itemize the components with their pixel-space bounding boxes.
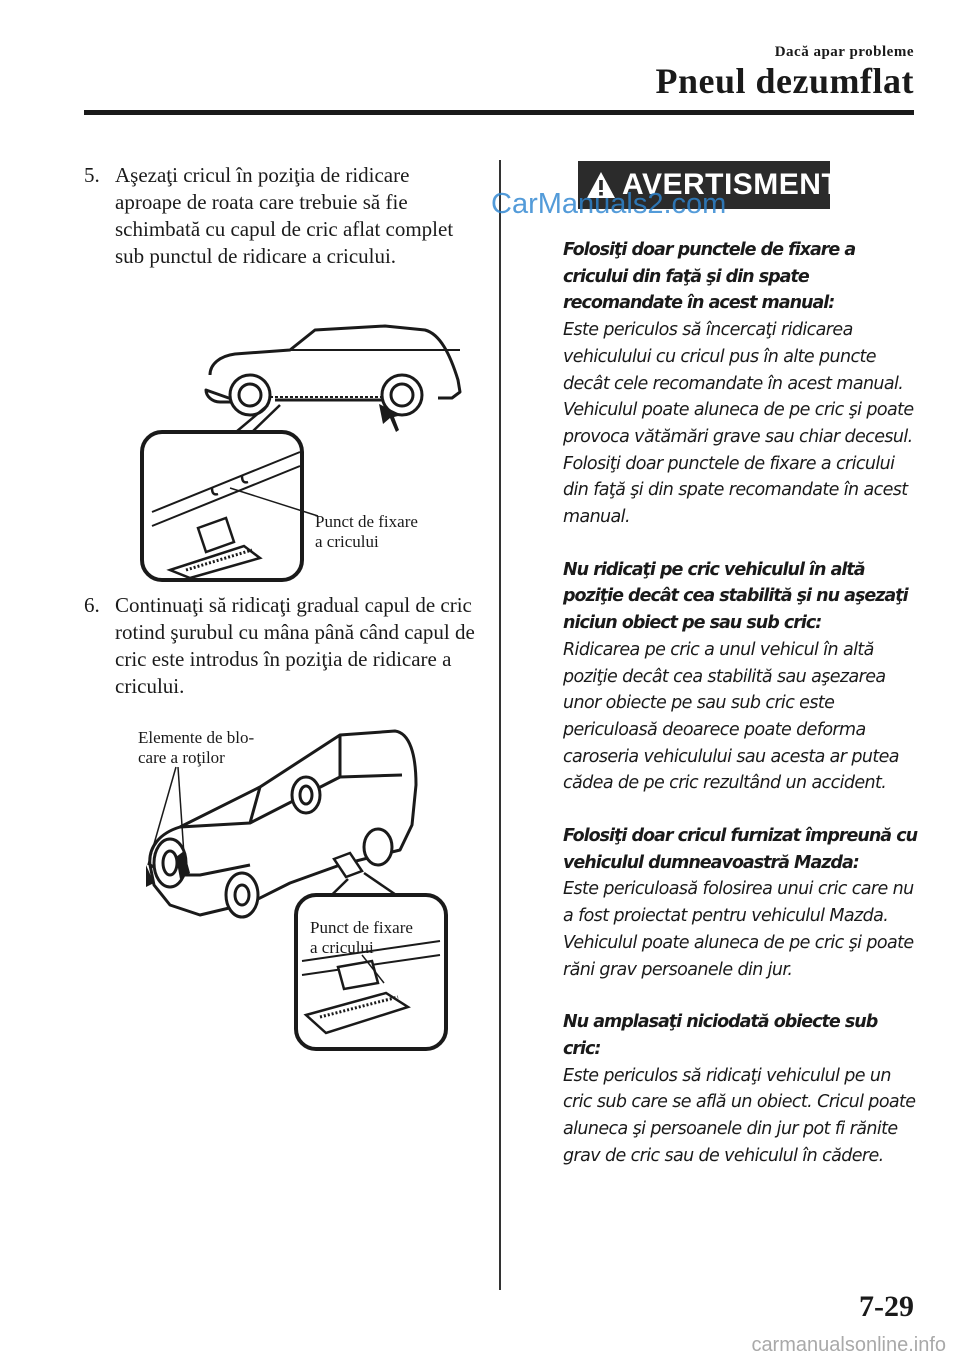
step-6 [84,592,476,700]
column-divider [499,160,501,1290]
car-wheel-rear-low [226,873,258,917]
step-5 [84,162,476,270]
watermark: CarManuals2.com [491,188,727,220]
section-title: Dacă apar probleme [774,44,914,60]
footer-watermark: carmanualsonline.info [751,1334,946,1356]
warning-block: Nu ridicaţi pe cric vehiculul în altă poziţie decât cea stabilită şi nu aşezaţi niciun obiect pe sau sub cric: Ridicarea pe cric a unul vehicul în altă poziţie decât cea stabilită sau aşezarea unor obiecte pe sau sub cric este periculoasă deoarece poate deforma caroseria vehiculului sau acesta ar putea cădea de pe cric rezultând un accident. [563,559,908,794]
jack-position-figure [140,320,470,585]
warning-block: Folosiţi doar punctele de fixare a cricului din faţă şi din spate recomandate în acest manual: Este periculos să încercaţi ridicarea vehiculului cu cricul pus în alte puncte decât cele recomandate în acest manual. Vehiculul poate aluneca de pe cric şi poate provoca vătămări grave sau chiar decesul. Folosiţi doar punctele de fixare a cricului din faţă şi din spate recomandate în acest manual. [563,240,914,528]
page-number: 7-29 [859,1290,914,1323]
car-wheel-top [292,777,320,813]
raised-car-figure [140,715,460,1055]
step-text: Aşezaţi cricul în poziţia de ridicare aproape de roata care trebuie să fie schimbată cu capul de cric aflat complet sub punctul de ridicare a cricului. [115,163,454,268]
step-number: 5. [84,163,100,187]
step-number: 6. [84,593,100,617]
warning-text [563,237,919,1196]
jack-point-label: Punct de fixare a cricului [315,512,418,551]
car-outline [150,731,416,915]
warning-badge: AVERTISMENT [578,161,830,209]
jack-point-label-2: Punct de fixare a cricului [310,918,413,957]
warning-block: Folosiţi doar cricul furnizat împreună cu vehiculul dumneavoastră Mazda: Este periculoasă folosirea unui cric care nu a fost proiectat pentru vehiculul Mazda. Vehiculul poate aluneca de pe cric şi poate răni grav persoanele din jur. [563,826,918,980]
page-title: Pneul dezumflat [655,61,914,101]
wheel-chocks-label: Elemente de blo- care a roţilor [138,728,255,767]
header-rule [84,110,914,115]
warning-block: Nu amplasaţi niciodată obiecte sub cric: Este periculos să ridicaţi vehiculul pe un cric sub care se află un obiect. Cricul poate aluneca şi persoanele din jur pot fi rănite grav de cric sau de vehiculul în cădere. [563,1012,916,1166]
jack-icon [334,853,362,877]
detail-callout [142,432,318,580]
car-wheel-rear [364,829,392,865]
step-text: Continuaţi să ridicaţi gradual capul de cric rotind şurubul cu mâna până când capul de cric este introdus în poziţia de ridicare a cricului. [115,593,475,698]
